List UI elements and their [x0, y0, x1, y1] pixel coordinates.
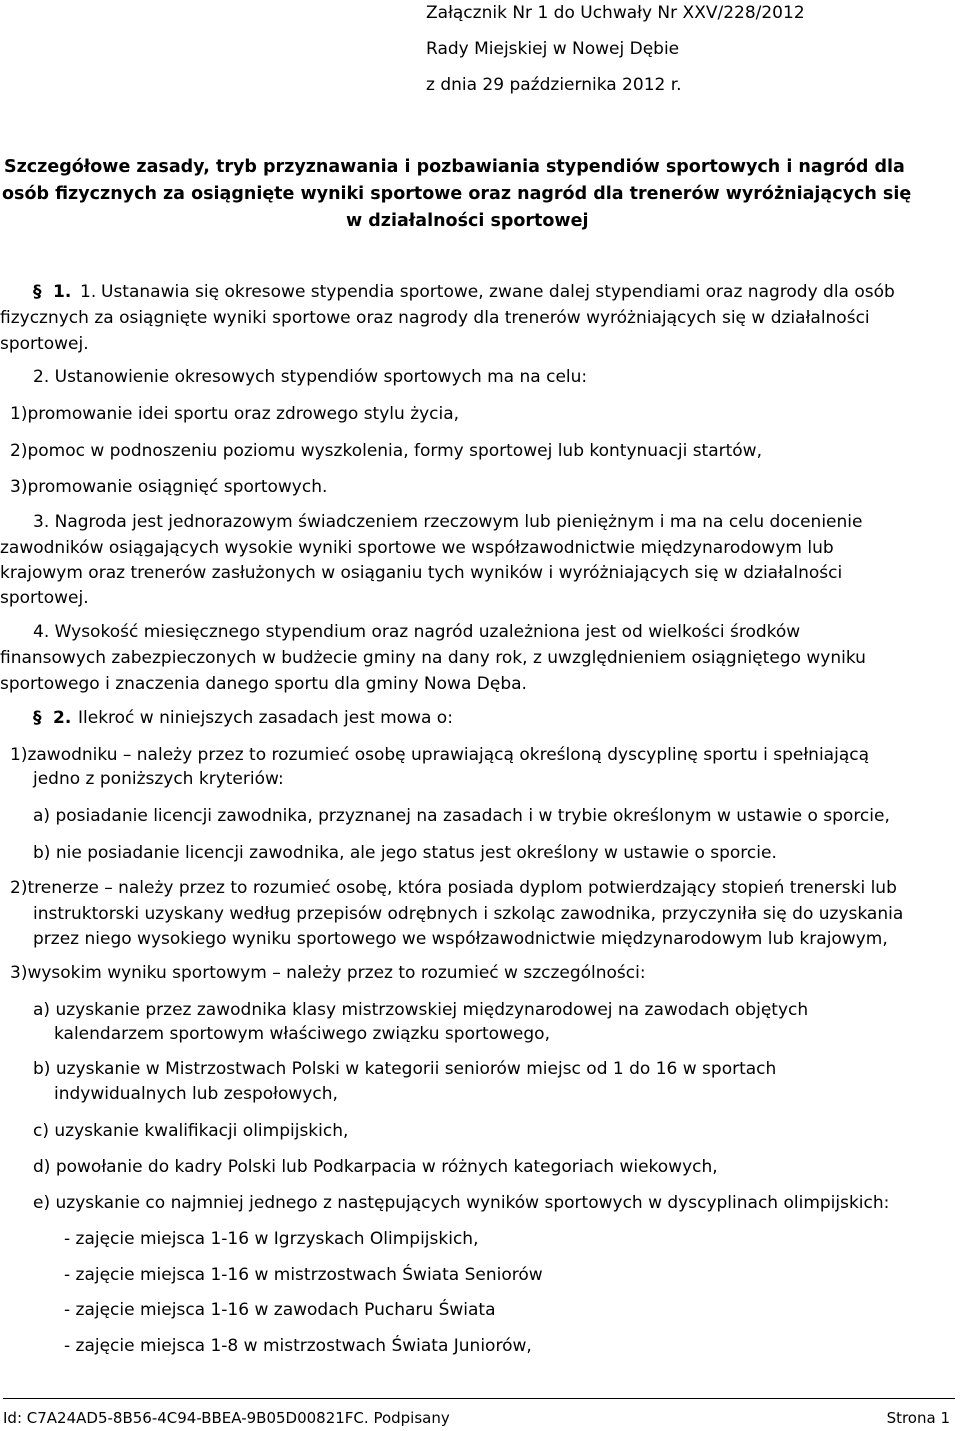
paragraph-1-point-3-line-2: zawodników osiągających wysokie wyniki sportowe we współzawodnictwie międzynarodowym lub — [0, 538, 834, 558]
header-line-3: z dnia 29 października 2012 r. — [426, 75, 682, 95]
footer-document-id: Id: C7A24AD5-8B56-4C94-BBEA-9B05D00821FC. Podpisany — [3, 1409, 450, 1427]
list-item: - zajęcie miejsca 1-16 w zawodach Pucharu Świata — [64, 1300, 496, 1320]
paragraph-1-point-3-line-1: 3. Nagroda jest jednorazowym świadczeniem rzeczowym lub pieniężnym i ma na celu docenienie — [33, 512, 863, 532]
paragraph-1-point-2: 2. Ustanowienie okresowych stypendiów sportowych ma na celu: — [33, 367, 588, 387]
result-a-line-2: kalendarzem sportowym właściwego związku sportowego, — [54, 1024, 550, 1044]
paragraph-1-point-4-line-3: sportowego i znaczenia danego sportu dla gminy Nowa Dęba. — [0, 674, 527, 694]
header-line-2: Rady Miejskiej w Nowej Dębie — [426, 39, 680, 59]
footer-divider — [3, 1398, 955, 1399]
document-title-line-1: Szczegółowe zasady, tryb przyznawania i pozbawiania stypendiów sportowych i nagród dla — [4, 157, 905, 177]
paragraph-1-point-3-line-4: sportowej. — [0, 588, 89, 608]
definition-trener-line-2: instruktorski uzyskany według przepisów odrębnych i szkoląc zawodnika, przyczyniła się do uzyskania — [33, 904, 904, 924]
paragraph-2-sign: § — [33, 708, 42, 728]
list-item: 1)promowanie idei sportu oraz zdrowego stylu życia, — [10, 404, 460, 424]
paragraph-1-point-4-line-1: 4. Wysokość miesięcznego stypendium oraz nagród uzależniona jest od wielkości środków — [33, 622, 801, 642]
header-line-1: Załącznik Nr 1 do Uchwały Nr XXV/228/2012 — [426, 3, 805, 23]
result-e: e) uzyskanie co najmniej jednego z następujących wyników sportowych w dyscyplinach olimpijskich: — [33, 1193, 890, 1213]
paragraph-1-number: 1. — [53, 282, 72, 302]
definition-trener-line-3: przez niego wysokiego wyniku sportowego we współzawodnictwie międzynarodowym lub krajowym, — [33, 929, 888, 949]
list-item: - zajęcie miejsca 1-16 w mistrzostwach Świata Seniorów — [64, 1265, 543, 1285]
result-c: c) uzyskanie kwalifikacji olimpijskich, — [33, 1121, 349, 1141]
list-item: 3)promowanie osiągnięć sportowych. — [10, 477, 328, 497]
footer-page-number: Strona 1 — [886, 1409, 950, 1427]
result-b-line-1: b) uzyskanie w Mistrzostwach Polski w kategorii seniorów miejsc od 1 do 16 w sportach — [33, 1059, 777, 1079]
document-title-line-3: w działalności sportowej — [346, 211, 589, 231]
paragraph-1-sign: § — [33, 282, 42, 302]
definition-zawodnik-line-2: jedno z poniższych kryteriów: — [33, 769, 284, 789]
document-title-line-2: osób fizycznych za osiągnięte wyniki sportowe oraz nagród dla trenerów wyróżniających się — [2, 184, 912, 204]
paragraph-1-point-1-number: 1. — [80, 282, 97, 302]
paragraph-2-intro: Ilekroć w niniejszych zasadach jest mowa o: — [78, 708, 453, 728]
result-b-line-2: indywidualnych lub zespołowych, — [54, 1084, 338, 1104]
result-d: d) powołanie do kadry Polski lub Podkarpacia w różnych kategoriach wiekowych, — [33, 1157, 718, 1177]
paragraph-1-point-1-line-3: sportowej. — [0, 334, 89, 354]
criterion-b: b) nie posiadanie licencji zawodnika, ale jego status jest określony w ustawie o sporcie. — [33, 843, 777, 863]
list-item: 2)pomoc w podnoszeniu poziomu wyszkolenia, formy sportowej lub kontynuacji startów, — [10, 441, 762, 461]
paragraph-1-point-1-line-1: Ustanawia się okresowe stypendia sportowe, zwane dalej stypendiami oraz nagrody dla osób — [101, 282, 895, 302]
paragraph-1-point-4-line-2: finansowych zabezpieczonych w budżecie gminy na dany rok, z uwzględnieniem osiągniętego wyniku — [0, 648, 866, 668]
paragraph-1-point-1-line-2: fizycznych za osiągnięte wyniki sportowe oraz nagrody dla trenerów wyróżniających się w działalności — [0, 308, 870, 328]
criterion-a: a) posiadanie licencji zawodnika, przyznanej na zasadach i w trybie określonym w ustawie o sporcie, — [33, 806, 890, 826]
result-a-line-1: a) uzyskanie przez zawodnika klasy mistrzowskiej międzynarodowej na zawodach objętych — [33, 1000, 809, 1020]
paragraph-2-number: 2. — [53, 708, 72, 728]
list-item: - zajęcie miejsca 1-8 w mistrzostwach Świata Juniorów, — [64, 1336, 532, 1356]
definition-trener-line-1: 2)trenerze – należy przez to rozumieć osobę, która posiada dyplom potwierdzający stopień trenerski lub — [10, 878, 897, 898]
paragraph-1-point-3-line-3: krajowym oraz trenerów zasłużonych w osiąganiu tych wyników i wyróżniających się w działalności — [0, 563, 843, 583]
list-item: - zajęcie miejsca 1-16 w Igrzyskach Olimpijskich, — [64, 1229, 479, 1249]
definition-wynik-line-1: 3)wysokim wyniku sportowym – należy przez to rozumieć w szczególności: — [10, 963, 646, 983]
definition-zawodnik-line-1: 1)zawodniku – należy przez to rozumieć osobę uprawiającą określoną dyscyplinę sportu i spełniającą — [10, 745, 870, 765]
